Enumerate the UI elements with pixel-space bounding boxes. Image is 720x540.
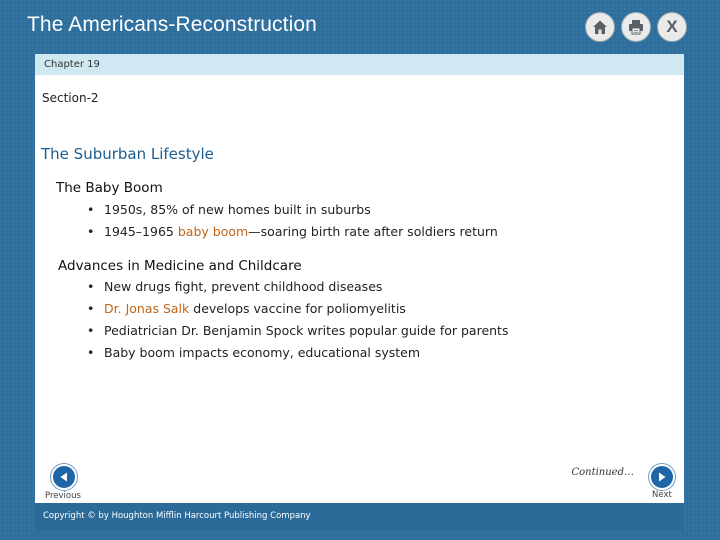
close-icon: X xyxy=(666,17,678,36)
medicine-bullet-list xyxy=(87,276,508,364)
close-button[interactable] xyxy=(657,12,687,42)
slide-heading: The Suburban Lifestyle xyxy=(41,145,214,163)
next-label[interactable]: Next xyxy=(652,490,672,500)
chapter-label: Chapter 19 xyxy=(44,59,100,70)
section-label: Section-2 xyxy=(42,91,99,105)
home-button[interactable] xyxy=(585,12,615,42)
copyright-text: Copyright © by Houghton Mifflin Harcourt Publishing Company xyxy=(43,511,311,521)
previous-label[interactable]: Previous xyxy=(45,491,81,501)
group-title-medicine: Advances in Medicine and Childcare xyxy=(58,258,302,274)
bullet-item: • Pediatrician Dr. Benjamin Spock writes popular guide for parents xyxy=(87,320,508,342)
bullet-item: • 1950s, 85% of new homes built in suburbs xyxy=(87,199,498,221)
next-button[interactable] xyxy=(649,464,675,490)
bullet-item: • 1945–1965 baby boom—soaring birth rate after soldiers return xyxy=(87,221,498,243)
chapter-bar xyxy=(35,54,684,75)
footer-bar xyxy=(35,503,684,530)
group-title-baby-boom: The Baby Boom xyxy=(56,180,163,196)
term-baby-boom: baby boom xyxy=(177,224,249,239)
term-jonas-salk: Dr. Jonas Salk xyxy=(104,301,190,316)
slide-panel xyxy=(35,54,684,530)
continued-label: Continued… xyxy=(571,467,634,478)
home-icon xyxy=(591,18,609,36)
bullet-item: • New drugs fight, prevent childhood diseases xyxy=(87,276,508,298)
baby-boom-bullet-list xyxy=(87,199,498,243)
arrow-left-icon xyxy=(58,471,70,483)
arrow-right-icon xyxy=(656,471,668,483)
bullet-item: • Dr. Jonas Salk develops vaccine for poliomyelitis xyxy=(87,298,508,320)
window-title: The Americans-Reconstruction xyxy=(27,13,317,36)
bullet-item: • Baby boom impacts economy, educational system xyxy=(87,342,508,364)
previous-button[interactable] xyxy=(51,464,77,490)
print-button[interactable] xyxy=(621,12,651,42)
print-icon xyxy=(627,18,645,36)
